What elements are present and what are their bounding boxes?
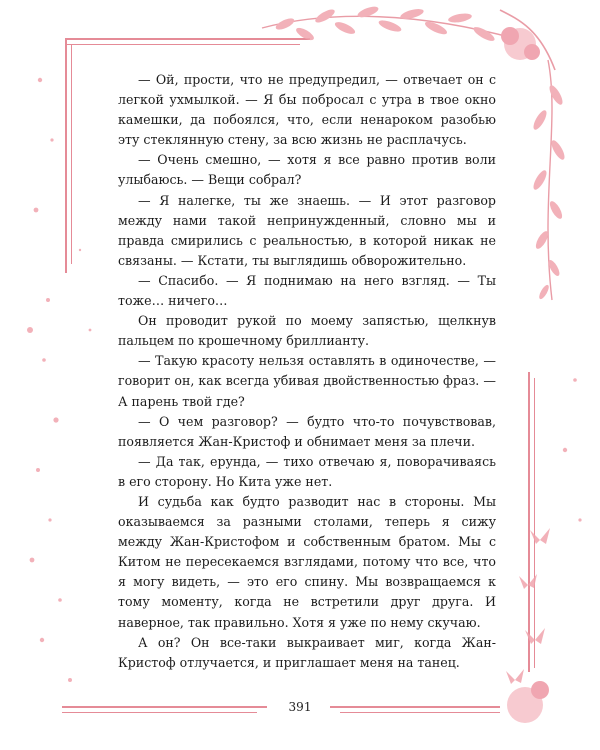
paragraph-4: — Спасибо. — Я поднимаю на него взгляд. — Ты тоже… ничего… <box>118 272 496 309</box>
paragraph-6: — Такую красоту нельзя оставлять в одиночестве, — говорит он, как всегда убивая двойственностью фраз. — А парень твой где? <box>118 353 496 409</box>
frame-left-line-1 <box>65 38 67 273</box>
paragraph-5: Он проводит рукой по моему запястью, щелкнув пальцем по крошечному бриллианту. <box>118 313 496 349</box>
body-text <box>118 70 496 673</box>
paragraph-10: А он? Он все-таки выкраивает миг, когда Жан-Кристоф отлучается, и приглашает меня на танец. <box>118 634 496 670</box>
paragraph-8: — Да так, ерунда, — тихо отвечаю я, поворачиваясь в его сторону. Но Кита уже нет. <box>118 453 496 489</box>
paragraph-2: — Очень смешно, — хотя я все равно против воли улыбаюсь. — Вещи собрал? <box>118 152 496 188</box>
frame-right-line-2 <box>534 378 535 668</box>
paragraph-7: — О чем разговор? — будто что-то почувствовав, появляется Жан-Кристоф и обнимает меня за плечи. <box>118 413 496 449</box>
frame-top-line-2 <box>65 44 300 45</box>
frame-left-line-2 <box>71 44 72 264</box>
paragraph-3: — Я налегке, ты же знаешь. — И этот разговор между нами такой непринужденный, словно мы и правда смирились с реальностью, в которой никак не связаны. — Кстати, ты выглядишь обворожительно. <box>118 192 496 268</box>
page-number: 391 <box>288 700 312 714</box>
frame-right-line-1 <box>528 372 530 672</box>
paragraph-1: — Ой, прости, что не предупредил, — отвечает он с легкой ухмылкой. — Я бы побросал с утра в твое окно камешки, да побоялся, что, если ненароком разобью эту стеклянную стену, за всю жизнь не расплачусь. <box>118 72 496 148</box>
frame-top-line-1 <box>65 38 310 40</box>
paragraph-9: И судьба как будто разводит нас в стороны. Мы оказываемся за разными столами, теперь я сижу между Жан-Кристофом и собственным братом. Мы с Китом не пересекаемся взглядами, потому что все, что я могу видеть, — это его спину. Мы возвращаемся к тому моменту, когда не встретили друг друга. И наверное, так правильно. Хотя я уже по нему скучаю. <box>118 493 496 630</box>
